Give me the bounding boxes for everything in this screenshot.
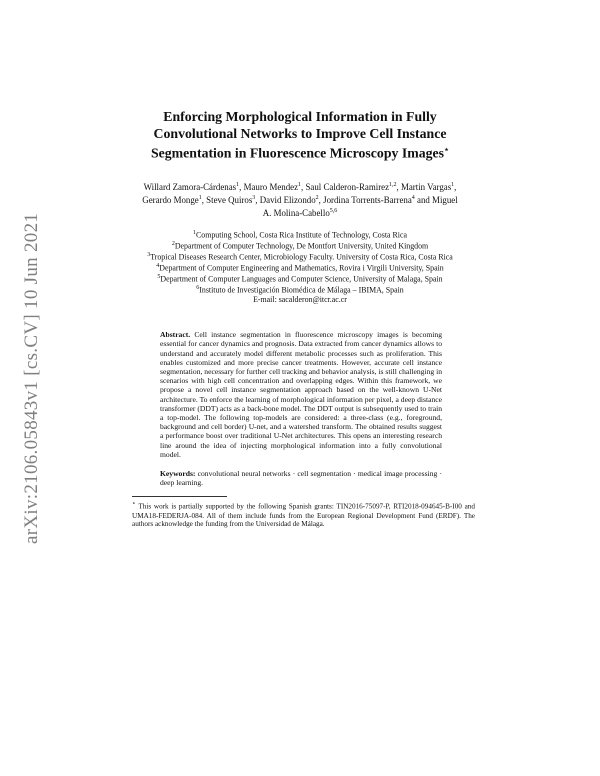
- author-name: Willard Zamora-Cárdenas: [143, 182, 237, 193]
- keywords: [160, 469, 442, 487]
- author-list: Willard Zamora-Cárdenas$^1$, Mauro Mendez$^1$, Saul Calderon-Ramirez$^{1,2}$, Martin Vargas$^1$, Gerardo Monge$^1$, Steve Quiros$^3$, David Elizondo$^2$, Jordina Torrents-Barrena$^4$ and Miguel A. Molina-Cabello$^{5,6}$: [142, 182, 458, 219]
- affiliation-marker: 1: [193, 229, 197, 236]
- footnote-text: This work is partially supported by the following Spanish grants: TIN2016-75097-P, RTI2018-094645-B-I00 and UMA18-FEDERJA-084. All of them include funds from the European Regional Development Fund (ERDF). The authors acknowledge the funding from the Universidad de Málaga.: [132, 502, 475, 529]
- footnote-mark: ⋆: [132, 501, 136, 508]
- arxiv-identifier: arXiv:2106.05843v1 [cs.CV] 10 Jun 2021: [21, 212, 42, 544]
- author-affiliation-marker: 2: [315, 195, 319, 202]
- affiliation: [125, 251, 475, 262]
- author-name: Miguel A. Molina-Cabello: [262, 195, 458, 219]
- author-affiliation-marker: 1: [298, 182, 302, 189]
- affiliation: [125, 229, 475, 240]
- author-affiliation-marker: 1,2: [389, 182, 397, 189]
- author-name: David Elizondo: [259, 195, 316, 206]
- abstract-label: Abstract.: [160, 330, 191, 340]
- keywords-text: convolutional neural networks · cell segmentation · medical image processing · deep learning.: [160, 469, 442, 488]
- affiliation-list: [125, 229, 475, 305]
- author-name: Saul Calderon-Ramirez: [305, 182, 390, 193]
- affiliation-marker: 4: [156, 262, 160, 269]
- affiliation-marker: 6: [196, 284, 200, 291]
- title-footnote-mark: ⋆: [444, 145, 450, 154]
- author-affiliation-marker: 1: [451, 182, 455, 189]
- author-affiliation-marker: 5,6: [329, 208, 338, 215]
- affiliation-text: Department of Computer Engineering and Mathematics, Rovira i Virgili University, Spain: [159, 263, 444, 273]
- affiliation: [125, 240, 475, 251]
- author-affiliation-marker: 1: [198, 195, 202, 202]
- abstract: [160, 330, 442, 459]
- affiliation: [125, 273, 475, 284]
- author-name: Martin Vargas: [400, 182, 452, 193]
- paper-page: [125, 95, 475, 529]
- affiliation-text: Instituto de Investigación Biomédica de Málaga – IBIMA, Spain: [199, 285, 404, 295]
- affiliation: [125, 284, 475, 295]
- author-name: Steve Quiros: [206, 195, 253, 206]
- footnote: [132, 500, 475, 529]
- affiliation-marker: 3: [147, 251, 151, 258]
- affiliation-marker: 2: [171, 240, 175, 247]
- affiliation: [125, 262, 475, 273]
- affiliation-text: Department of Computer Languages and Computer Science, University of Malaga, Spain: [160, 274, 443, 284]
- author-affiliation-marker: 1: [236, 182, 240, 189]
- author-name: Mauro Mendez: [243, 182, 299, 193]
- abstract-text: Cell instance segmentation in fluorescence microscopy images is becoming essential for cancer dynamics and prognosis. Data extracted from cancer dynamics allows to understand and accurately model different metabolic processes such as proliferation. This enables customized and more precise cancer treatments. However, accurate cell instance segmentation, necessary for further cell tracking and behavior analysis, is still challenging in scenarios with high cell concentration and overlapping edges. Within this framework, we propose a novel cell instance segmentation approach based on the well-known U-Net architecture. To enforce the learning of morphological information per pixel, a deep distance transformer (DDT) acts as a back-bone model. The DDT output is subsequently used to train a top-model. The following top-models are considered: a three-class (e.g., foreground, background and cell border) U-net, and a watershed transform. The obtained results suggest a performance boost over traditional U-Net architectures. This opens an interesting research line around the idea of injecting morphological information into a fully convolutional model.: [160, 330, 442, 459]
- affiliation-marker: 5: [157, 273, 161, 280]
- footnote-divider: [132, 496, 227, 497]
- affiliation-text: Department of Computer Technology, De Montfort University, United Kingdom: [174, 241, 429, 251]
- contact-email: E-mail: sacalderon@itcr.ac.cr: [253, 294, 347, 304]
- paper-title: [135, 109, 465, 162]
- author-name: Jordina Torrents-Barrena: [323, 195, 412, 206]
- author-name: Gerardo Monge: [142, 195, 199, 206]
- affiliation-text: Tropical Diseases Research Center, Microbiology Faculty. University of Costa Rica, Costa Rica: [150, 252, 453, 262]
- keywords-label: Keywords:: [160, 469, 196, 479]
- paper-title-text: Enforcing Morphological Information in Fully Convolutional Networks to Improve Cell Instance Segmentation in Fluorescence Microscopy Images: [150, 109, 447, 161]
- author-affiliation-marker: 4: [411, 195, 415, 202]
- affiliation-text: Computing School, Costa Rica Institute of Technology, Costa Rica: [196, 230, 407, 240]
- author-affiliation-marker: 3: [252, 195, 256, 202]
